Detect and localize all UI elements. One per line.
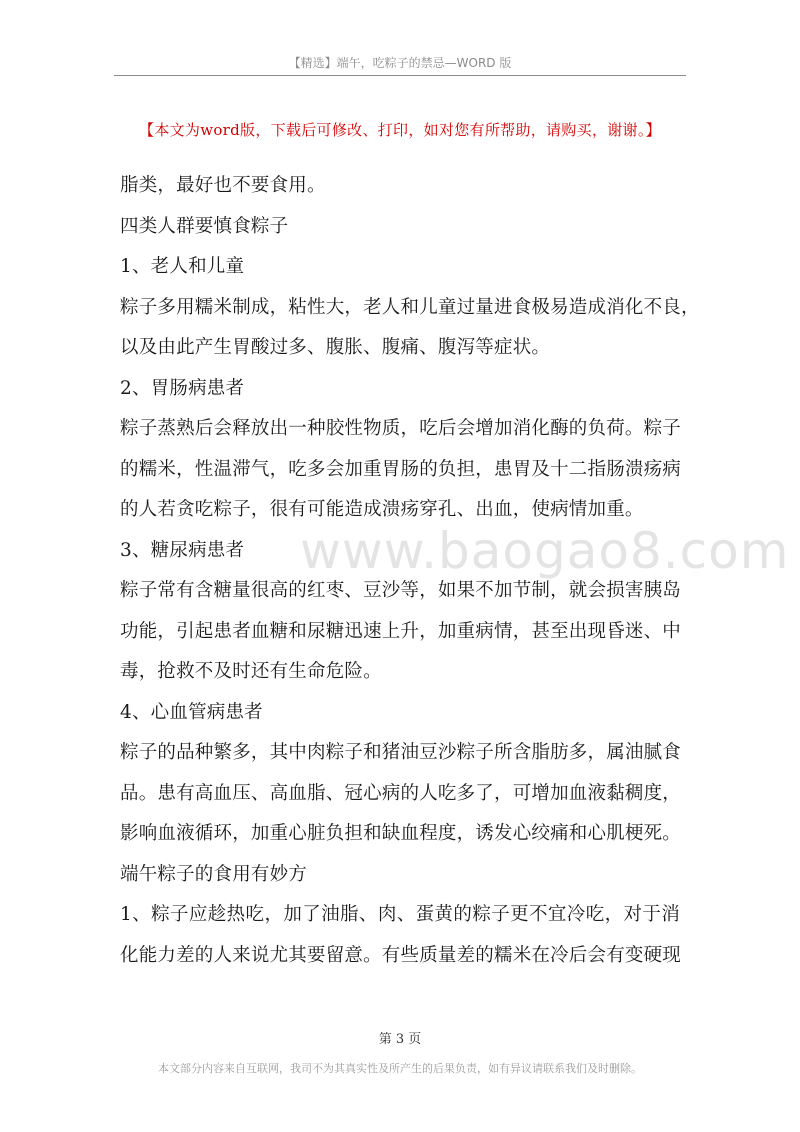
body-line: 品。患有高血压、高血脂、冠心病的人吃多了，可增加血液黏稠度， [120, 782, 682, 804]
body-line: 脂类，最好也不要食用。 [120, 175, 326, 196]
page-number: 第 3 页 [378, 1032, 422, 1047]
subsection-heading: 2、胃肠病患者 [120, 377, 245, 399]
body-line: 粽子常有含糖量很高的红枣、豆沙等，如果不加节制，就会损害胰岛 [120, 580, 682, 601]
page-footer: 本文部分内容来自互联网，我司不为其真实性及所产生的后果负责，如有异议请联系我们及时删除。 [158, 1062, 642, 1075]
body-line: 的人若贪吃粽子，很有可能造成溃疡穿孔、出血，使病情加重。 [120, 499, 644, 520]
download-notice: 【本文为word版，下载后可修改、打印，如对您有所帮助，请购买，谢谢。】 [139, 121, 661, 139]
body-line: 的糯米，性温滞气，吃多会加重胃肠的负担，患胃及十二指肠溃疡病 [120, 458, 682, 480]
subsection-heading: 1、老人和儿童 [120, 256, 245, 277]
body-line: 1、粽子应趁热吃，加了油脂、肉、蛋黄的粽子更不宜冷吃，对于消 [120, 904, 680, 925]
body-line: 以及由此产生胃酸过多、腹胀、腹痛、腹泻等症状。 [120, 337, 551, 358]
body-line: 粽子多用糯米制成，粘性大，老人和儿童过量进食极易造成消化不良， [120, 296, 700, 318]
body-line: 粽子蒸熟后会释放出一种胶性物质，吃后会增加消化酶的负荷。粽子 [120, 418, 682, 439]
body-line: 功能，引起患者血糖和尿糖迅速上升，加重病情，甚至出现昏迷、中 [120, 620, 682, 642]
body-line: 粽子的品种繁多，其中肉粽子和猪油豆沙粽子所含脂肪多，属油腻食 [120, 742, 682, 763]
section-heading: 四类人群要慎食粽子 [120, 215, 289, 237]
body-line: 化能力差的人来说尤其要留意。有些质量差的糯米在冷后会有变硬现 [120, 944, 682, 966]
body-line: 毒，抢救不及时还有生命危险。 [120, 661, 382, 682]
section-heading: 端午粽子的食用有妙方 [120, 863, 308, 885]
watermark: www.baogao8.com [300, 522, 790, 580]
header-divider [114, 75, 686, 76]
page-header: 【精选】端午，吃粽子的禁忌—WORD 版 [288, 56, 512, 70]
document-body [120, 166, 700, 976]
subsection-heading: 4、心血管病患者 [120, 701, 263, 723]
body-line: 影响血液循环，加重心脏负担和缺血程度，诱发心绞痛和心肌梗死。 [120, 823, 682, 844]
subsection-heading: 3、糖尿病患者 [120, 539, 245, 561]
